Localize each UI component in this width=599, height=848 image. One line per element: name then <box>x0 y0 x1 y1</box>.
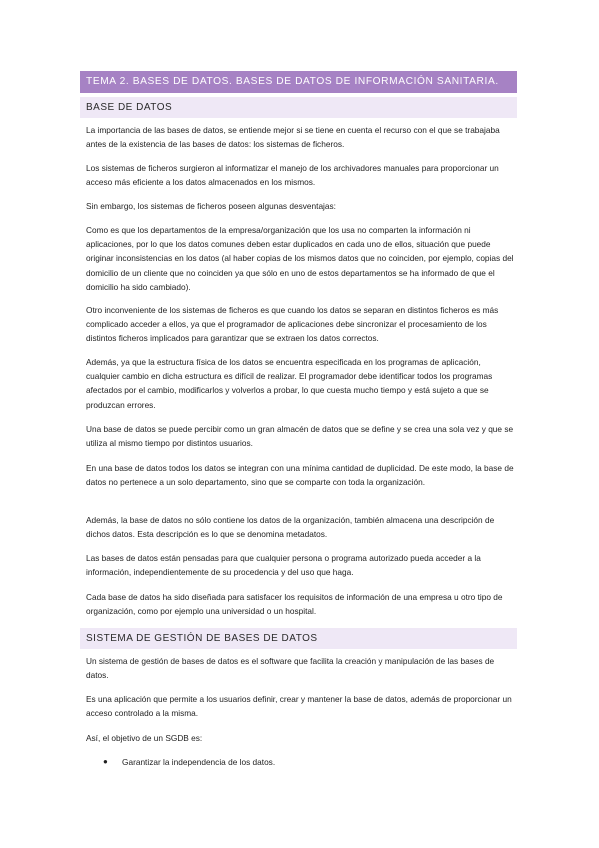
paragraph: Un sistema de gestión de bases de datos es el software que facilita la creación y manipulación de las bases de datos. <box>86 656 495 681</box>
section-heading-sgbd: SISTEMA DE GESTIÓN DE BASES DE DATOS <box>80 628 517 649</box>
paragraph: Además, ya que la estructura física de los datos se encuentra especificada en los programas de aplicación, cualquier cambio en dicha estructura es difícil de realizar. El programador debe identificar todos los programas afectados por el cambio, modificarlos y volverlos a probar, lo que cuesta mucho tiempo y está sujeto a que se produzcan errores. <box>86 357 493 410</box>
paragraph: Así, el objetivo de un SGDB es: <box>86 733 203 743</box>
bullet-icon: ● <box>103 757 108 766</box>
paragraph: Otro inconveniente de los sistemas de ficheros es que cuando los datos se separan en distintos ficheros es más complicado acceder a ellos, ya que el programador de aplicaciones debe sincronizar el procesamiento de los distintos ficheros implicados para garantizar que se extraen los datos correctos. <box>86 305 499 344</box>
paragraph: Es una aplicación que permite a los usuarios definir, crear y mantener la base de datos, además de proporcionar un acceso controlado a la misma. <box>86 694 512 719</box>
document-title: TEMA 2. BASES DE DATOS. BASES DE DATOS DE INFORMACIÓN SANITARIA. <box>80 71 517 93</box>
paragraph: Las bases de datos están pensadas para que cualquier persona o programa autorizado pueda acceder a la información, independientemente de su procedencia y del uso que haga. <box>86 553 481 578</box>
paragraph: Sin embargo, los sistemas de ficheros poseen algunas desventajas: <box>86 201 336 211</box>
list-item-text: Garantizar la independencia de los datos. <box>122 757 276 767</box>
paragraph: La importancia de las bases de datos, se entiende mejor si se tiene en cuenta el recurso con el que se trabajaba antes de la existencia de las bases de datos: los sistemas de ficheros. <box>86 125 500 150</box>
paragraph: Como es que los departamentos de la empresa/organización que los usa no comparten la información ni aplicaciones, por lo que los datos comunes deben estar duplicados en cada uno de ellos, situación que puede originar inconsistencias en los datos (al haber copias de los mismos datos que no coinciden, por ejemplo, copias del domicilio de un cliente que no coinciden ya que sólo en uno de estos departamentos se ha informado de que el domicilio ha sido cambiado). <box>86 225 514 292</box>
section-heading-base-de-datos: BASE DE DATOS <box>80 97 517 118</box>
paragraph: Cada base de datos ha sido diseñada para satisfacer los requisitos de información de una empresa u otro tipo de organización, como por ejemplo una universidad o un hospital. <box>86 592 503 617</box>
paragraph: Los sistemas de ficheros surgieron al informatizar el manejo de los archivadores manuales para proporcionar un acceso más eficiente a los datos almacenados en los mismos. <box>86 163 499 188</box>
paragraph: Además, la base de datos no sólo contiene los datos de la organización, también almacena una descripción de dichos datos. Esta descripción es lo que se denomina metadatos. <box>86 515 495 540</box>
paragraph: Una base de datos se puede percibir como un gran almacén de datos que se define y se crea una sola vez y que se utiliza al mismo tiempo por distintos usuarios. <box>86 424 514 449</box>
paragraph: En una base de datos todos los datos se integran con una mínima cantidad de duplicidad. De este modo, la base de datos no pertenece a un solo departamento, sino que se comparte con toda la organización. <box>86 463 514 488</box>
